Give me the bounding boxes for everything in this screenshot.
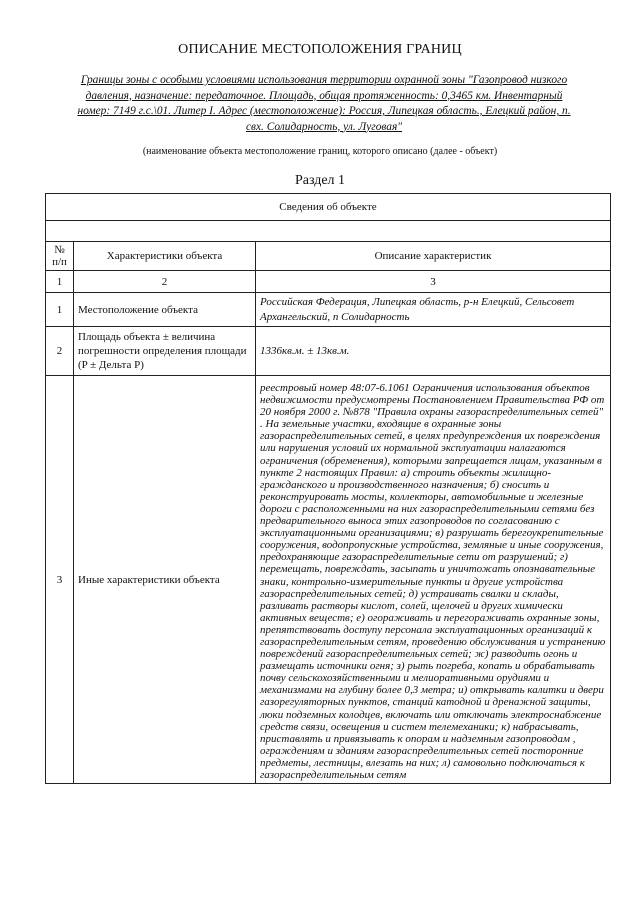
document-title: ОПИСАНИЕ МЕСТОПОЛОЖЕНИЯ ГРАНИЦ: [178, 42, 462, 57]
column-number-3: 3: [256, 271, 611, 293]
table-header-row: [46, 242, 611, 271]
header-number: № п/п: [46, 242, 74, 271]
object-subject-note: (наименование объекта местоположение границ, которого описано (далее - объект): [142, 146, 498, 157]
row-number: 3: [46, 376, 74, 784]
table-caption: Сведения об объекте: [46, 194, 611, 221]
table-row: [46, 376, 611, 784]
section-title: Раздел 1: [294, 173, 346, 188]
row-characteristic: Местоположение объекта: [74, 293, 256, 327]
column-number-2: 2: [74, 271, 256, 293]
row-characteristic: Иные характеристики объекта: [74, 376, 256, 784]
header-description: Описание характеристик: [256, 242, 611, 271]
table-column-numbers-row: [46, 271, 611, 293]
object-subject: Границы зоны с особыми условиями использования территории охранной зоны "Газопровод низкого давления, назначение: передаточное. Площадь, общая протяженность: 0,3465 км. Инвентарный номер: 7149 г.с.\01. Литер I. Адрес (местоположение): Россия, Липецкая область., Елецкий район, п. свх. Солидарность, ул. Луговая": [77, 74, 571, 133]
header-characteristic: Характеристики объекта: [74, 242, 256, 271]
table-row: [46, 293, 611, 327]
table-blank-row: [46, 221, 611, 242]
table-row: [46, 327, 611, 376]
row-description: реестровый номер 48:07-6.1061 Ограничения использования объектов недвижимости предусмотрены Постановлением Правительства РФ от 20 ноября 2000 г. №878 "Правила охраны газораспределительных сетей" . На земельные участки, входящие в охранные зоны газораспределительных сетей, в целях предупреждения их повреждения или нарушения условий их нормальной эксплуатации налагаются ограничения (обременения), которыми запрещается лицам, указанным в пункте 2 настоящих Правил: а) строить объекты жилищно-гражданского и производственного назначения; б) сносить и реконструировать мосты, коллекторы, автомобильные и железные дороги с расположенными на них газораспределительными сетями без предварительного выноса этих газопроводов по согласованию с эксплуатационными организациями; в) разрушать берегоукрепительные сооружения, водопропускные устройства, земляные и иные сооружения, предохраняющие газораспределительные сети от разрушений; г) перемещать, повреждать, засыпать и уничтожать опознавательные знаки, контрольно-измерительные пункты и другие устройства газораспределительных сетей; д) устраивать свалки и склады, разливать растворы кислот, солей, щелочей и других химически активных веществ; е) огораживать и перегораживать охранные зоны, препятствовать доступу персонала эксплуатационных организаций к газораспределительным сетям, проведению обслуживания и устранению повреждений газораспределительных сетей; ж) разводить огонь и размещать источники огня; з) рыть погреба, копать и обрабатывать почву сельскохозяйственными и мелиоративными орудиями и механизмами на глубину более 0,3 метра; и) открывать калитки и двери газорегуляторных пунктов, станций катодной и дренажной защиты, люки подземных колодцев, включать или отключать электроснабжение средств связи, освещения и систем телемеханики; к) набрасывать, приставлять и привязывать к опорам и надземным газопроводам , ограждениям и зданиям газораспределительных сетей посторонние предметы, лестницы, влезать на них; л) самовольно подключаться к газораспределительным сетям: [256, 376, 611, 784]
column-number-1: 1: [46, 271, 74, 293]
row-number: 2: [46, 327, 74, 376]
row-description: 1336кв.м. ± 13кв.м.: [256, 327, 611, 376]
row-number: 1: [46, 293, 74, 327]
row-characteristic: Площадь объекта ± величина погрешности определения площади (P ± Дельта P): [74, 327, 256, 376]
row-description: Российская Федерация, Липецкая область, р-н Елецкий, Сельсовет Архангельский, п Солидарность: [256, 293, 611, 327]
object-info-table: [45, 193, 611, 784]
